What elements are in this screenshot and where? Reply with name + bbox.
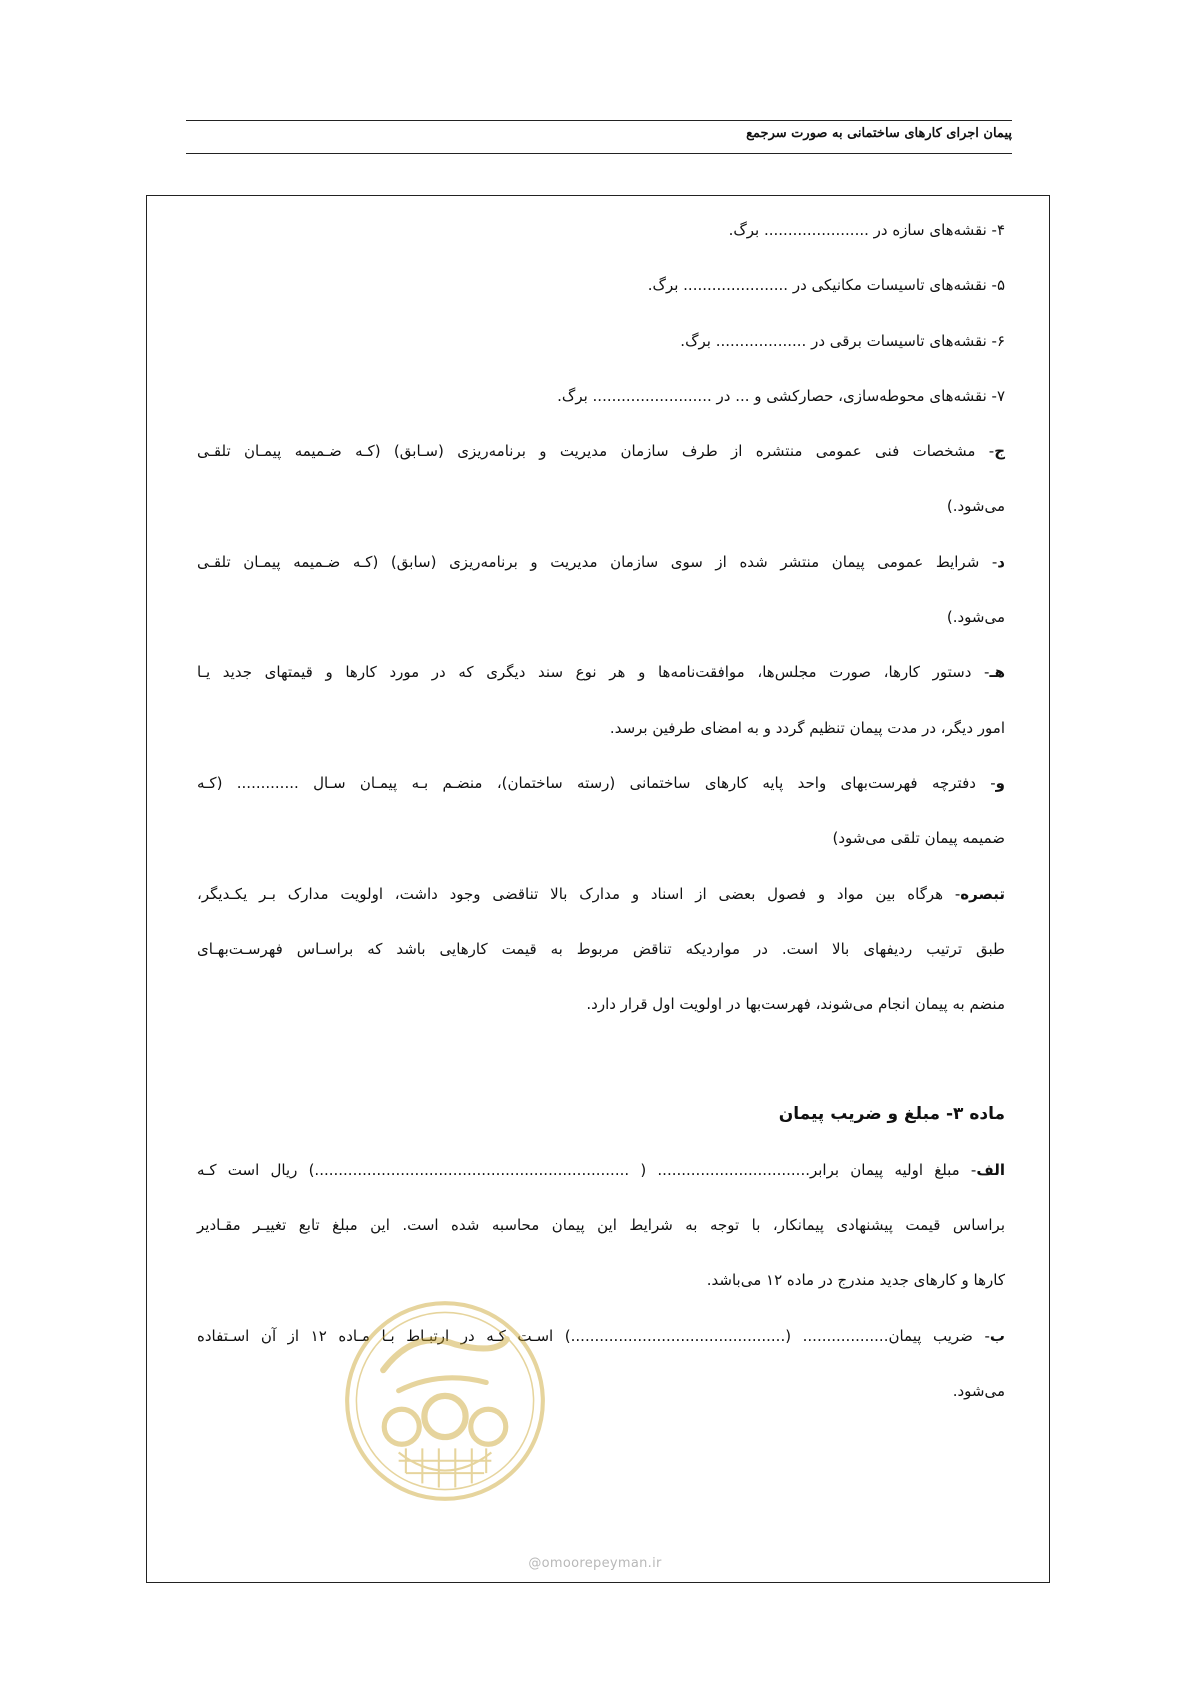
item-key: د: [997, 552, 1005, 571]
be-line-1: ب- ضریب پیمان.................. (.............................................) اسـت کـه در ارتبـاط بـا مـاده ۱۲ از آن اسـتفاده: [197, 1326, 1005, 1345]
item-key: الف: [976, 1160, 1005, 1179]
item-d-line-2: می‌شود.): [946, 608, 1005, 627]
be-line-2: می‌شود.: [952, 1381, 1005, 1400]
item-v-line-1: و- دفترچه فهرست‌بهای واحد پایه کارهای ساختمانی (رسته ساختمان)، منضـم بـه پیمـان سـال ............. (کـه: [197, 773, 1005, 792]
item-key: ب: [989, 1326, 1005, 1345]
item-key: هـ: [989, 663, 1005, 682]
header-title: پیمان اجرای کارهای ساختمانی به صورت سرجمع: [746, 126, 1012, 141]
item-key: ج: [994, 442, 1005, 461]
content-frame: [146, 195, 1050, 1583]
alef-line-2: براساس قیمت پیشنهادی پیمانکار، با توجه به شرایط این پیمان محاسبه شده است. این مبلغ تابع تغییـر مقـادیر: [197, 1216, 1005, 1235]
item-6-line: ۶- نقشه‌های تاسیسات برقی در ................... برگ.: [680, 331, 1005, 350]
note-line-1: تبصره- هرگاه بین مواد و فصول بعضی از اسناد و مدارک بالا تناقضی وجود داشت، اولویت مدارک بـر یکـدیگر،: [197, 884, 1005, 903]
alef-line-1: الف- مبلغ اولیه پیمان برابر................................ ( ..................................................................) ریال است کـه: [197, 1160, 1005, 1179]
item-5-line: ۵- نقشه‌های تاسیسات مکانیکی در ...................... برگ.: [647, 276, 1005, 295]
item-d-line-1: د- شرایط عمومی پیمان منتشر شده از سوی سازمان مدیریت و برنامه‌ریزی (سابق) (کـه ضـمیمه پیمـان تلقـی: [197, 552, 1005, 571]
section-gap: [197, 1045, 1005, 1100]
item-4-line: ۴- نقشه‌های سازه در ...................... برگ.: [728, 221, 1005, 239]
item-j-line-1: ج- مشخصات فنی عمومی منتشره از طرف سازمان مدیریت و برنامه‌ریزی (سـابق) (کـه ضـمیمه پیمـان تلقـی: [197, 442, 1005, 461]
item-h-line-2: امور دیگر، در مدت پیمان تنظیم گردد و به امضای طرفین برسد.: [609, 718, 1005, 737]
header-top-rule: [186, 120, 1012, 121]
item-h-line-1: هـ- دستور کارها، صورت مجلس‌ها، موافقت‌نامه‌ها و هر نوع سند دیگری که در مورد کارها و قیمتهای جدید یـا: [197, 663, 1005, 682]
header-bottom-rule: [186, 153, 1012, 154]
watermark-site: @omoorepeyman.ir: [528, 1556, 662, 1571]
alef-line-3: کارها و کارهای جدید مندرج در ماده ۱۲ می‌باشد.: [706, 1271, 1005, 1290]
document-body: [197, 216, 1005, 1432]
note-line-3: منضم به پیمان انجام می‌شوند، فهرست‌بها در اولویت اول قرار دارد.: [586, 995, 1005, 1014]
item-v-line-2: ضمیمه پیمان تلقی می‌شود): [832, 829, 1005, 848]
item-key: و: [995, 773, 1005, 792]
section-title: ماده ۳- مبلغ و ضریب پیمان: [778, 1104, 1005, 1125]
note-key: تبصره: [960, 884, 1005, 903]
item-j-line-2: می‌شود.): [946, 497, 1005, 516]
item-7-line: ۷- نقشه‌های محوطه‌سازی، حصارکشی و ... در ......................... برگ.: [557, 386, 1005, 405]
note-line-2: طبق ترتیب ردیفهای بالا است. در مواردیکه تناقض مربوط به قیمت کارهایی باشد که براسـاس فهرسـت‌بهـای: [197, 939, 1005, 958]
